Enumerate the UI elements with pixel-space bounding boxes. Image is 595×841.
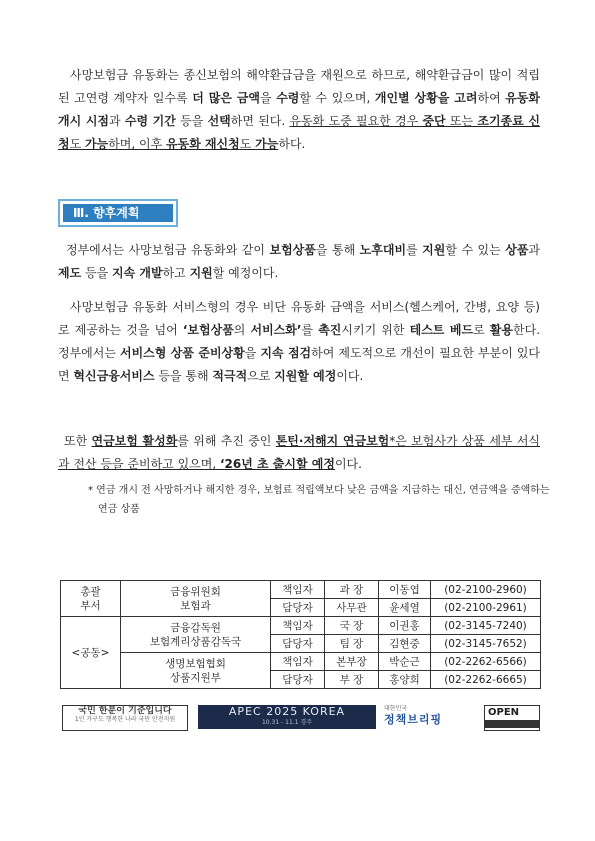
phone-cell: (02-2100-2960) xyxy=(431,581,541,599)
title-cell: 부 장 xyxy=(325,671,379,689)
phone-cell: (02-2100-2961) xyxy=(431,599,541,617)
open-license-logo: OPEN xyxy=(484,705,540,731)
campaign-banner: 국민 한분이 기준입니다 1인 가구도 행복한 나라 국민 안전지원 xyxy=(62,705,188,731)
name-cell: 홍양희 xyxy=(379,671,431,689)
paragraph-liquidation-amount: 사망보험금 유동화는 종신보험의 해약환급금을 재원으로 하므로, 해약환급금이 많이 적립된 고연령 계약자 일수록 더 많은 금액을 수령할 수 있으며, 개인별 상황을 고려하여 유동화 개시 시점과 수령 기간 등을 선택하면 된다. 유동화 도중 필요한 경우 중단 또는 조기종료 신청도 가능하며, 이후 유동화 재신청도 가능하다. xyxy=(58,68,541,151)
title-cell: 국 장 xyxy=(325,617,379,635)
section-title: Ⅲ. 향후계획 xyxy=(63,204,173,222)
section-header xyxy=(58,199,178,227)
role-cell: 책임자 xyxy=(271,653,325,671)
paragraph-government-plan: 정부에서는 사망보험금 유동화와 같이 보험상품을 통해 노후대비를 지원할 수 있는 상품과 제도 등을 지속 개발하고 지원할 예정이다. xyxy=(58,243,541,280)
role-cell: 담당자 xyxy=(271,635,325,653)
phone-cell: (02-3145-7240) xyxy=(431,617,541,635)
table-row xyxy=(61,581,541,599)
co-dept-label: <공동> xyxy=(61,617,121,689)
phone-cell: (02-2262-6665) xyxy=(431,671,541,689)
table-row xyxy=(61,617,541,635)
title-cell: 본부장 xyxy=(325,653,379,671)
org-cell: 금융위원회 보험과 xyxy=(121,581,271,617)
table-row xyxy=(61,653,541,671)
role-cell: 담당자 xyxy=(271,599,325,617)
lead-dept-label: 총괄 부서 xyxy=(61,581,121,617)
name-cell: 박순근 xyxy=(379,653,431,671)
org-cell: 금융감독원 보험계리상품감독국 xyxy=(121,617,271,653)
paragraph-annuity: 또한 연금보험 활성화를 위해 추진 중인 톤틴·저해지 연금보험*은 보험사가 상품 세부 서식과 전산 등을 준비하고 있으며, ‘26년 초 출시할 예정이다. xyxy=(58,434,541,471)
name-cell: 이동엽 xyxy=(379,581,431,599)
phone-cell: (02-2262-6566) xyxy=(431,653,541,671)
phone-cell: (02-3145-7652) xyxy=(431,635,541,653)
footnote: * 연금 개시 전 사망하거나 해지한 경우, 보험료 적립액보다 낮은 금액을 지급하는 대신, 연금액을 증액하는 연금 상품 xyxy=(88,485,550,515)
apec-banner: APEC 2025 KOREA 10.31 - 11.1 경주 xyxy=(198,705,376,729)
org-cell: 생명보험협회 상품지원부 xyxy=(121,653,271,689)
title-cell: 팀 장 xyxy=(325,635,379,653)
title-cell: 사무관 xyxy=(325,599,379,617)
role-cell: 책임자 xyxy=(271,581,325,599)
title-cell: 과 장 xyxy=(325,581,379,599)
name-cell: 윤세열 xyxy=(379,599,431,617)
policy-briefing-logo: 대한민국 정책브리핑 xyxy=(384,705,443,726)
license-bar-icon xyxy=(485,720,539,728)
role-cell: 책임자 xyxy=(271,617,325,635)
paragraph-service-type: 사망보험금 유동화 서비스형의 경우 비단 유동화 금액을 서비스(헬스케어, 간병, 요양 등)로 제공하는 것을 넘어 ‘보험상품의 서비스화’를 촉진시키기 위한 테스트 베드로 활용한다. 정부에서는 서비스형 상품 준비상황을 지속 점검하여 제도적으로 개선이 필요한 부분이 있다면 혁신금융서비스 등을 통해 적극적으로 지원할 예정이다. xyxy=(58,300,541,383)
contact-table xyxy=(60,580,541,689)
name-cell: 김현중 xyxy=(379,635,431,653)
name-cell: 이권홍 xyxy=(379,617,431,635)
role-cell: 담당자 xyxy=(271,671,325,689)
